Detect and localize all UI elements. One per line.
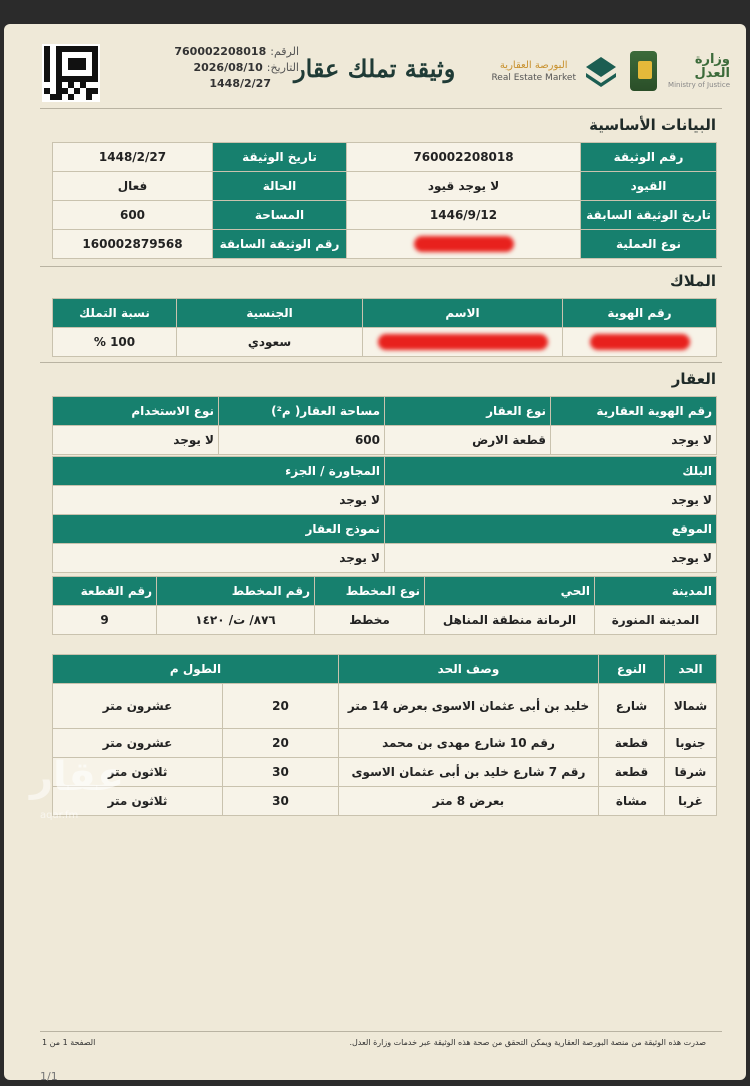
boundary-row [53, 729, 717, 758]
watermark-url: aqar.fm [40, 810, 79, 821]
owners-section-title: الملاك [670, 272, 716, 290]
qr-code-icon [42, 44, 100, 102]
basic-label: نوع العملية [581, 230, 717, 259]
date-label: التاريخ: [266, 61, 299, 74]
basic-table [52, 142, 717, 259]
basic-label: المساحة [213, 201, 347, 230]
prop-usage: لا يوجد [53, 426, 219, 455]
gregorian-date: 2026/08/10 [193, 61, 263, 74]
moj-logo-ar: وزارة العدل [694, 52, 730, 81]
owners-h-share: نسبة التملك [53, 299, 177, 328]
prop-h-plot-number: رقم القطعة [53, 577, 157, 606]
bound-description: رقم 7 شارع خليد بن أبى عثمان الاسوى [339, 758, 599, 787]
redaction-mark [414, 236, 514, 252]
prop-h-model: نموذج العقار [53, 515, 385, 544]
moj-emblem-icon [630, 51, 657, 91]
bound-description: بعرض 8 متر [339, 787, 599, 816]
boundaries-table [52, 654, 717, 816]
bound-type: شارع [599, 684, 665, 729]
meta-hijri-row [139, 76, 299, 92]
prop-h-location: الموقع [385, 515, 717, 544]
property-row-2 [53, 486, 717, 515]
property-row-1 [53, 426, 717, 455]
bounds-h-side: الحد [665, 655, 717, 684]
rem-logo-en: Real Estate Market [491, 73, 576, 83]
boundary-row [53, 758, 717, 787]
number-label: الرقم: [270, 45, 299, 58]
property-header-row-2 [53, 457, 717, 486]
basic-value: 160002879568 [53, 230, 213, 259]
operation-type-redacted [347, 230, 581, 259]
footer-note: صدرت هذه الوثيقة من منصة البورصة العقارية ويمكن التحقق من صحة هذه الوثيقة عبر خدمات وزارة العدل. [349, 1038, 706, 1047]
basic-label: تاريخ الوثيقة السابقة [581, 201, 717, 230]
basic-row [53, 143, 717, 172]
document-page [4, 24, 746, 1083]
bound-side: شرقا [665, 758, 717, 787]
prop-plan-type: مخطط [315, 606, 425, 635]
prop-plot-number: 9 [53, 606, 157, 635]
prop-location: لا يوجد [385, 544, 717, 573]
property-header-row-4 [53, 577, 717, 606]
page-count-mark: 1/1 [40, 1070, 58, 1083]
basic-value: 600 [53, 201, 213, 230]
bound-length-number: 20 [223, 729, 339, 758]
property-header-row-1 [53, 397, 717, 426]
basic-value: 760002208018 [347, 143, 581, 172]
owner-name-redacted [363, 328, 563, 357]
bounds-h-type: النوع [599, 655, 665, 684]
basic-label: تاريخ الوثيقة [213, 143, 347, 172]
bound-length-words: ثلاثون متر [53, 758, 223, 787]
real-estate-market-text [491, 59, 576, 85]
page-number: الصفحة 1 من 1 [42, 1038, 96, 1047]
prop-neighbor: لا يوجد [53, 486, 385, 515]
prop-block: لا يوجد [385, 486, 717, 515]
document-header [4, 24, 746, 124]
boundary-row [53, 787, 717, 816]
prop-h-usage: نوع الاستخدام [53, 397, 219, 426]
document-meta [139, 44, 299, 92]
moj-logo-en: Ministry of Justice [668, 81, 730, 89]
bound-length-words: عشرون متر [53, 684, 223, 729]
bound-description: خليد بن أبى عثمان الاسوى بعرض 14 متر [339, 684, 599, 729]
bound-side: جنوبا [665, 729, 717, 758]
basic-value: فعال [53, 172, 213, 201]
redaction-mark [378, 334, 548, 350]
basic-section-title: البيانات الأساسية [589, 116, 716, 134]
owners-divider [40, 266, 722, 267]
basic-row [53, 172, 717, 201]
prop-district: الرمانة منطقة المناهل [425, 606, 595, 635]
bound-type: قطعة [599, 758, 665, 787]
real-estate-market-mark-icon [582, 53, 620, 91]
owners-row [53, 328, 717, 357]
bound-length-number: 30 [223, 787, 339, 816]
prop-h-plan-number: رقم المخطط [157, 577, 315, 606]
bound-length-number: 20 [223, 684, 339, 729]
owners-h-nationality: الجنسية [177, 299, 363, 328]
rem-logo-ar: البورصة العقارية [499, 60, 568, 71]
owners-table [52, 298, 717, 357]
ministry-of-justice-logo [630, 40, 730, 102]
prop-h-neighbor: المجاورة / الجزء [53, 457, 385, 486]
moj-logo-text [661, 53, 730, 89]
meta-date-row [139, 60, 299, 76]
boundary-row [53, 684, 717, 729]
bound-side: شمالا [665, 684, 717, 729]
basic-label: رقم الوثيقة [581, 143, 717, 172]
property-table-2 [52, 456, 717, 573]
property-table-1 [52, 396, 717, 455]
basic-label: الحالة [213, 172, 347, 201]
owner-id-redacted [563, 328, 717, 357]
bound-length-number: 30 [223, 758, 339, 787]
basic-label: رقم الوثيقة السابقة [213, 230, 347, 259]
prop-h-plan-type: نوع المخطط [315, 577, 425, 606]
prop-plan-number: ٨٧٦/ ت/ ١٤٢٠ [157, 606, 315, 635]
owner-share: 100 % [53, 328, 177, 357]
boundaries-header-row [53, 655, 717, 684]
basic-value: 1448/2/27 [53, 143, 213, 172]
bounds-h-description: وصف الحد [339, 655, 599, 684]
prop-city: المدينة المنورة [595, 606, 717, 635]
prop-area: 600 [219, 426, 385, 455]
property-table-3 [52, 576, 717, 635]
basic-value: 1446/9/12 [347, 201, 581, 230]
property-row-4 [53, 606, 717, 635]
hijri-date: 1448/2/27 [209, 77, 271, 90]
prop-h-district: الحي [425, 577, 595, 606]
property-divider [40, 362, 722, 363]
document-number: 760002208018 [174, 45, 267, 58]
header-divider [40, 108, 722, 109]
owners-h-id: رقم الهوية [563, 299, 717, 328]
document-title: وثيقة تملك عقار [294, 54, 456, 83]
basic-label: القيود [581, 172, 717, 201]
footer-divider [40, 1031, 722, 1032]
bound-side: غربا [665, 787, 717, 816]
owners-header-row [53, 299, 717, 328]
bound-length-words: عشرون متر [53, 729, 223, 758]
redaction-mark [590, 334, 690, 350]
bound-description: رقم 10 شارع مهدى بن محمد [339, 729, 599, 758]
bound-length-words: ثلاثون متر [53, 787, 223, 816]
prop-type: قطعة الارض [385, 426, 551, 455]
property-section-title: العقار [671, 370, 716, 388]
basic-row [53, 230, 717, 259]
watermark-logo: عقار [30, 754, 125, 800]
bound-type: قطعة [599, 729, 665, 758]
real-estate-market-logo [490, 42, 620, 102]
basic-value: لا يوجد قيود [347, 172, 581, 201]
prop-realestate-id: لا يوجد [551, 426, 717, 455]
property-header-row-3 [53, 515, 717, 544]
basic-row [53, 201, 717, 230]
property-row-3 [53, 544, 717, 573]
owners-h-name: الاسم [363, 299, 563, 328]
meta-number-row [139, 44, 299, 60]
prop-h-block: البلك [385, 457, 717, 486]
owner-nationality: سعودي [177, 328, 363, 357]
prop-h-city: المدينة [595, 577, 717, 606]
prop-h-area: مساحة العقار( م²) [219, 397, 385, 426]
prop-model: لا يوجد [53, 544, 385, 573]
bound-type: مشاة [599, 787, 665, 816]
prop-h-type: نوع العقار [385, 397, 551, 426]
bounds-h-length: الطول م [53, 655, 339, 684]
prop-h-realestate-id: رقم الهوية العقارية [551, 397, 717, 426]
